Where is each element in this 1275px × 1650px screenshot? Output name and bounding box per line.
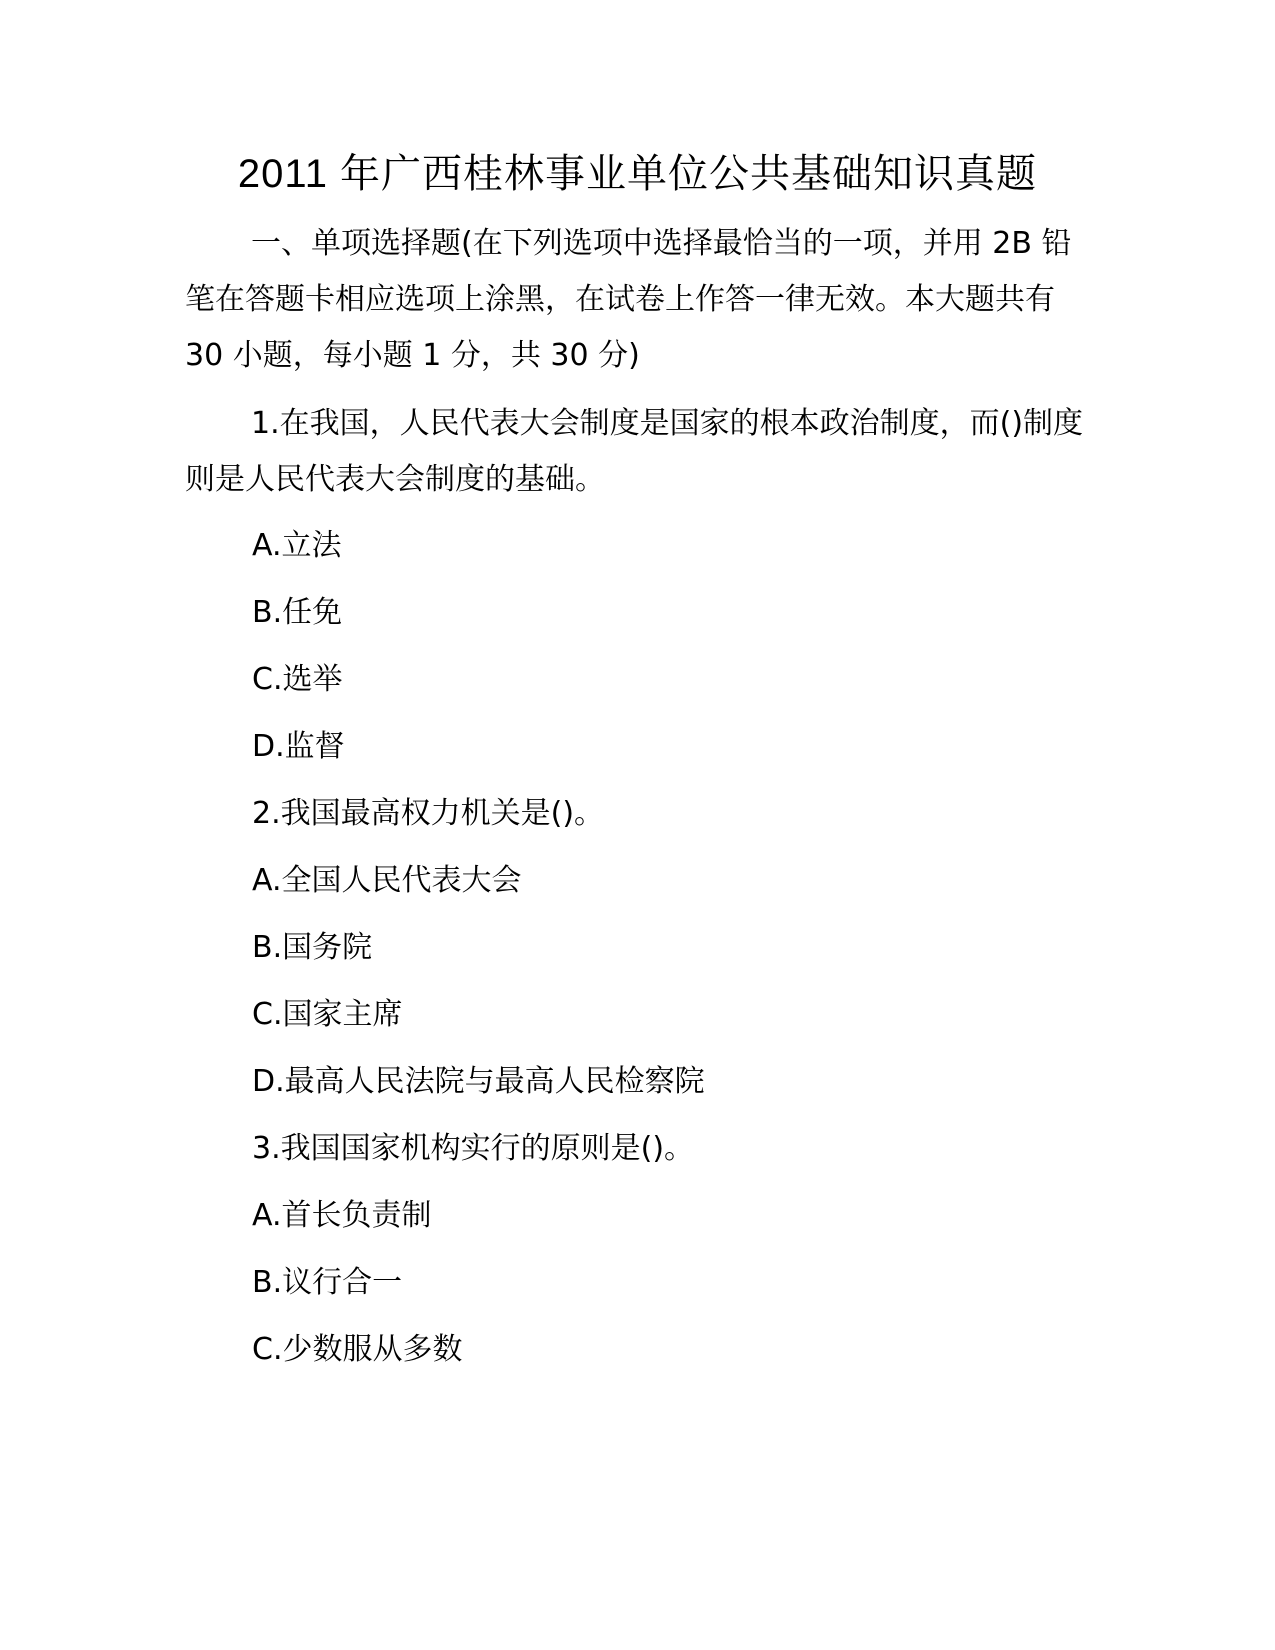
question-1-option-d: D.监督 [252, 729, 345, 764]
question-2-text: 2.我国最高权力机关是()。 [252, 796, 605, 831]
question-2-option-b: B.国务院 [252, 930, 373, 965]
question-3-option-c: C.少数服从多数 [252, 1332, 463, 1367]
question-1-text: 1.在我国，人民代表大会制度是国家的根本政治制度，而()制度则是人民代表大会制度的基础。 [185, 406, 1084, 497]
question-3-text: 3.我国国家机构实行的原则是()。 [252, 1131, 695, 1166]
document-title: 2011 年广西桂林事业单位公共基础知识真题 [237, 152, 1038, 196]
section-header: 一、单项选择题(在下列选项中选择最恰当的一项，并用 2B 铅笔在答题卡相应选项上涂黑，在试卷上作答一律无效。本大题共有 30 小题，每小题 1 分，共 30 分) [185, 226, 1072, 373]
question-1-option-a: A.立法 [252, 528, 342, 563]
question-3-option-b: B.议行合一 [252, 1265, 403, 1300]
question-1-option-c: C.选举 [252, 662, 343, 697]
question-3-option-a: A.首长负责制 [252, 1198, 432, 1233]
question-1-option-b: B.任免 [252, 595, 343, 630]
question-2-option-c: C.国家主席 [252, 997, 403, 1032]
question-2-option-d: D.最高人民法院与最高人民检察院 [252, 1064, 705, 1099]
question-2-option-a: A.全国人民代表大会 [252, 863, 522, 898]
